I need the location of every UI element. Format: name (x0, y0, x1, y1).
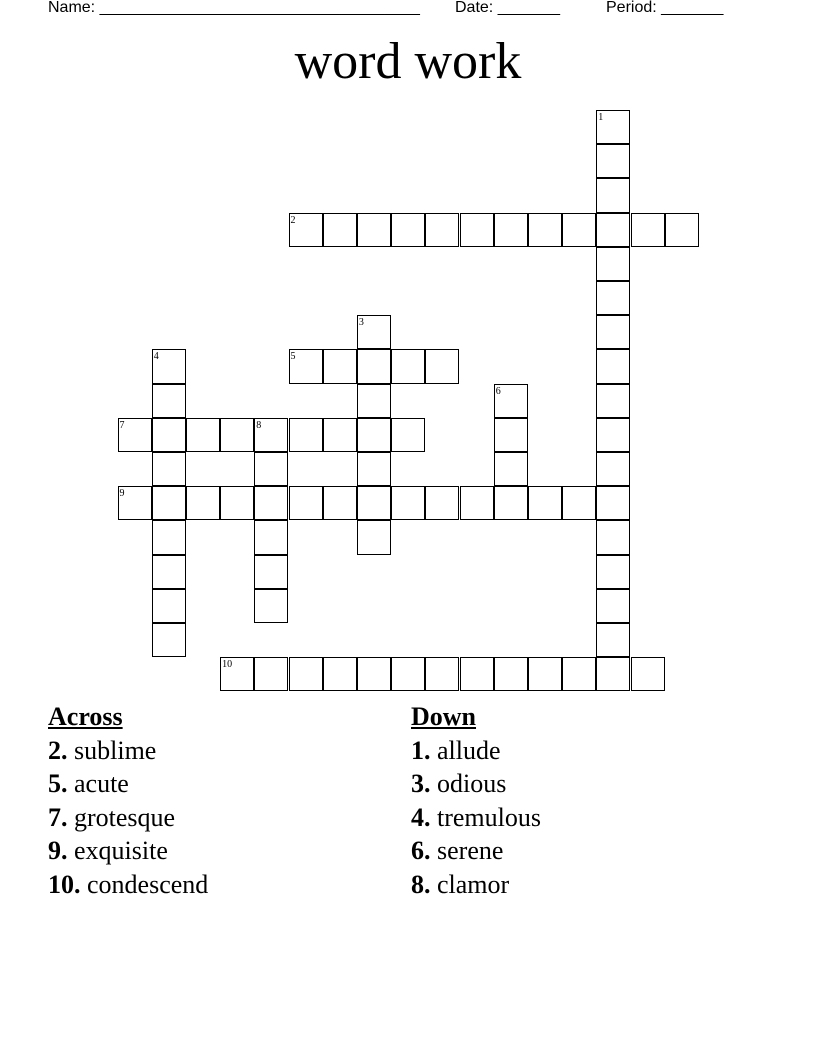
crossword-cell[interactable] (186, 486, 220, 520)
crossword-cell[interactable] (357, 349, 391, 383)
clue-number: 8. (411, 869, 431, 899)
crossword-cell[interactable] (357, 486, 391, 520)
crossword-cell[interactable] (562, 657, 596, 691)
crossword-cell[interactable] (254, 657, 288, 691)
crossword-cell[interactable] (631, 213, 665, 247)
clue-text: condescend (87, 869, 209, 899)
cell-number: 5 (290, 351, 296, 363)
clue-text: sublime (74, 735, 157, 765)
crossword-cell[interactable] (323, 657, 357, 691)
crossword-cell[interactable] (596, 486, 630, 520)
crossword-cell[interactable] (254, 486, 288, 520)
page-title: word work (294, 33, 522, 90)
cell-number: 8 (256, 419, 262, 431)
clue-item (411, 734, 541, 768)
crossword-cell[interactable] (152, 486, 186, 520)
clue-number: 4. (411, 802, 431, 832)
crossword-cell[interactable] (323, 213, 357, 247)
crossword-cell[interactable] (528, 213, 562, 247)
crossword-cell[interactable] (494, 657, 528, 691)
crossword-cell[interactable] (494, 213, 528, 247)
clue-number: 3. (411, 769, 431, 798)
name-field[interactable]: Name: ____________________________________ (48, 0, 420, 16)
cell-number: 1 (598, 112, 604, 123)
crossword-cell[interactable] (596, 520, 630, 554)
crossword-cell[interactable] (665, 213, 699, 247)
crossword-cell[interactable] (596, 178, 630, 212)
crossword-cell[interactable] (528, 486, 562, 520)
crossword-cell[interactable] (494, 486, 528, 520)
crossword-cell[interactable] (425, 349, 459, 383)
crossword-cell[interactable] (596, 623, 630, 657)
crossword-cell[interactable] (391, 486, 425, 520)
crossword-cell[interactable] (323, 418, 357, 452)
clue-item (411, 834, 541, 868)
clue-text: serene (437, 836, 504, 865)
crossword-cell[interactable] (254, 520, 288, 554)
crossword-cell[interactable] (596, 452, 630, 486)
crossword-cell[interactable] (596, 247, 630, 281)
crossword-cell[interactable] (289, 657, 323, 691)
crossword-cell[interactable] (186, 418, 220, 452)
crossword-cell[interactable] (425, 213, 459, 247)
clue-text: exquisite (74, 836, 168, 865)
crossword-cell[interactable] (596, 384, 630, 418)
clue-text: tremulous (437, 802, 541, 832)
crossword-cell[interactable] (494, 418, 528, 452)
crossword-cell[interactable] (596, 349, 630, 383)
cell-number: 6 (495, 385, 501, 397)
crossword-cell[interactable] (596, 589, 630, 623)
clue-number: 1. (411, 735, 431, 765)
clue-text: grotesque (74, 802, 176, 832)
crossword-cell[interactable] (596, 657, 630, 691)
crossword-cell[interactable] (425, 486, 459, 520)
crossword-cell[interactable] (152, 384, 186, 418)
crossword-cell[interactable] (391, 349, 425, 383)
crossword-cell[interactable] (152, 555, 186, 589)
crossword-cell[interactable] (528, 657, 562, 691)
crossword-cell[interactable] (596, 418, 630, 452)
crossword-cell[interactable] (596, 555, 630, 589)
cell-number: 3 (358, 317, 364, 329)
clue-text: acute (74, 769, 129, 798)
crossword-cell[interactable] (254, 452, 288, 486)
cell-number: 10 (222, 659, 233, 671)
crossword-cell[interactable] (391, 213, 425, 247)
clue-item (411, 801, 541, 835)
cell-number: 4 (153, 351, 159, 363)
crossword-cell[interactable] (562, 486, 596, 520)
cell-number: 9 (119, 488, 125, 500)
crossword-cell[interactable] (596, 315, 630, 349)
crossword-cell[interactable] (631, 657, 665, 691)
crossword-cell[interactable] (596, 281, 630, 315)
clue-item (48, 734, 208, 768)
clue-item (411, 868, 541, 902)
clue-item (48, 834, 208, 868)
down-clues (411, 700, 541, 901)
down-heading: Down (411, 702, 477, 731)
clue-text: allude (437, 735, 501, 765)
crossword-cell[interactable] (323, 486, 357, 520)
clue-number: 2. (48, 735, 68, 765)
crossword-cell[interactable] (357, 520, 391, 554)
clue-number: 5. (48, 769, 68, 798)
crossword-cell[interactable] (425, 657, 459, 691)
across-heading: Across (48, 702, 123, 731)
crossword-cell[interactable] (289, 486, 323, 520)
crossword-cell[interactable] (460, 213, 494, 247)
clue-number: 10. (48, 869, 81, 899)
clue-item (411, 767, 541, 801)
crossword-cell[interactable] (152, 623, 186, 657)
crossword-cell[interactable] (460, 657, 494, 691)
crossword-cell[interactable] (152, 589, 186, 623)
crossword-cell[interactable] (289, 418, 323, 452)
crossword-cell[interactable] (220, 486, 254, 520)
crossword-cell[interactable] (323, 349, 357, 383)
clue-text: clamor (437, 869, 510, 899)
date-field[interactable]: Date: _______ (455, 0, 560, 16)
clue-number: 7. (48, 802, 68, 832)
clue-number: 6. (411, 836, 431, 865)
crossword-cell[interactable] (152, 520, 186, 554)
clue-item (48, 767, 208, 801)
crossword-cell[interactable] (220, 418, 254, 452)
crossword-cell[interactable] (596, 213, 630, 247)
crossword-cell[interactable] (152, 418, 186, 452)
clue-item (48, 801, 208, 835)
crossword-cell[interactable] (357, 657, 391, 691)
clue-item (48, 868, 208, 902)
across-clues (48, 700, 208, 901)
crossword-cell[interactable] (254, 589, 288, 623)
crossword-cell[interactable] (357, 384, 391, 418)
crossword-cell[interactable] (254, 555, 288, 589)
cell-number: 7 (119, 419, 125, 431)
crossword-cell[interactable] (596, 144, 630, 178)
crossword-cell[interactable] (494, 452, 528, 486)
crossword-cell[interactable] (391, 657, 425, 691)
cell-number: 2 (290, 214, 296, 226)
crossword-cell[interactable] (391, 418, 425, 452)
period-field[interactable]: Period: _______ (606, 0, 724, 16)
crossword-cell[interactable] (357, 452, 391, 486)
crossword-cell[interactable] (357, 213, 391, 247)
crossword-cell[interactable] (460, 486, 494, 520)
clue-number: 9. (48, 836, 68, 865)
crossword-cell[interactable] (357, 418, 391, 452)
clue-text: odious (437, 769, 507, 798)
crossword-cell[interactable] (152, 452, 186, 486)
crossword-cell[interactable] (562, 213, 596, 247)
